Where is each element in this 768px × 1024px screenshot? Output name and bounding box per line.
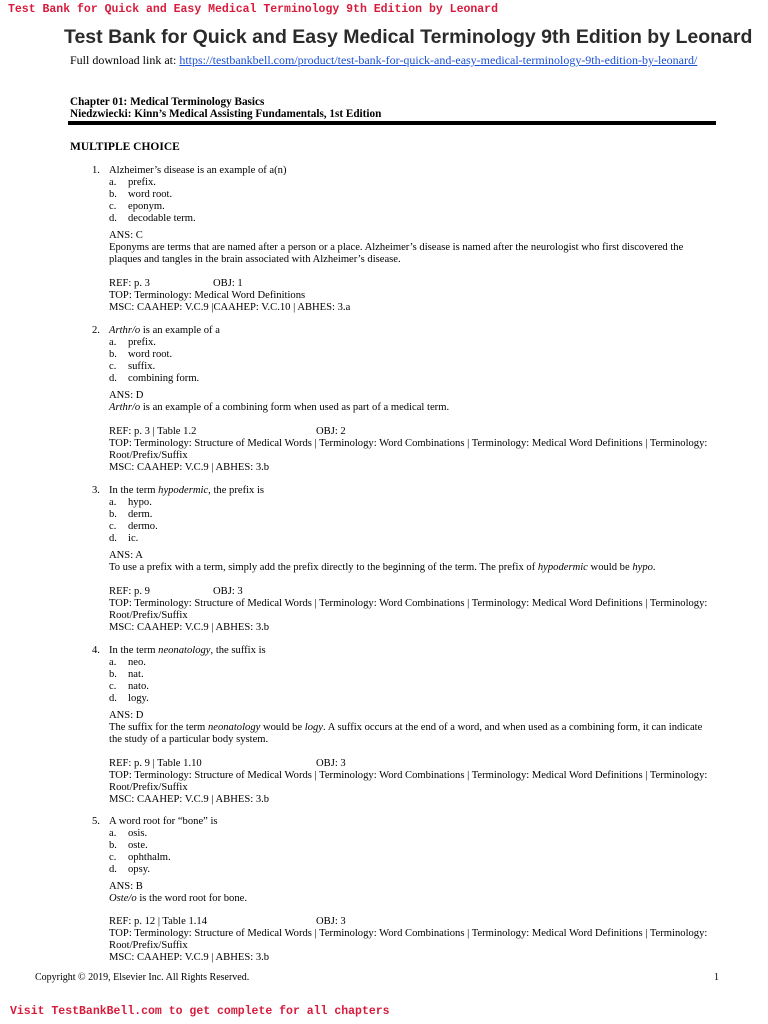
option-d: d. combining form. <box>109 373 200 384</box>
msc: MSC: CAAHEP: V.C.9 | ABHES: 3.b <box>109 952 270 963</box>
reference: REF: p. 3 | Table 1.2 <box>109 426 197 437</box>
rationale: Arthr/o is an example of a combining form when used as part of a medical term. <box>109 402 450 413</box>
option-b: b. derm. <box>109 509 153 520</box>
question-stem: Arthr/o is an example of a <box>109 325 220 336</box>
option-b: b. word root. <box>109 349 173 360</box>
question-number: 3. <box>92 485 100 496</box>
answer: ANS: D <box>109 390 144 401</box>
topic: TOP: Terminology: Medical Word Definitions <box>109 290 306 301</box>
objective: OBJ: 3 <box>316 758 346 769</box>
option-a: a. prefix. <box>109 337 156 348</box>
option-b: b. word root. <box>109 189 173 200</box>
msc: MSC: CAAHEP: V.C.9 | ABHES: 3.b <box>109 462 270 473</box>
rationale: Eponyms are terms that are named after a person or a place. Alzheimer’s disease is named after the neurologist who first discovered the plaques and tangles in the brain associated with Alzheimer’s disease. <box>109 242 684 265</box>
answer: ANS: B <box>109 881 143 892</box>
option-b: b. nat. <box>109 669 144 680</box>
bottom-banner: Visit TestBankBell.com to get complete for all chapters <box>10 1005 390 1018</box>
rationale: The suffix for the term neonatology would be logy. A suffix occurs at the end of a word, and when used as a combining form, it can indicate the study of a particular body system. <box>109 722 703 745</box>
download-link[interactable]: https://testbankbell.com/product/test-bank-for-quick-and-easy-medical-terminology-9th-edition-by-leonard/ <box>179 53 698 67</box>
section-heading: MULTIPLE CHOICE <box>70 141 180 153</box>
page-title: Test Bank for Quick and Easy Medical Terminology 9th Edition by Leonard <box>64 26 753 48</box>
reference: REF: p. 12 | Table 1.14 <box>109 916 207 927</box>
msc: MSC: CAAHEP: V.C.9 | ABHES: 3.b <box>109 794 270 805</box>
top-banner: Test Bank for Quick and Easy Medical Terminology 9th Edition by Leonard <box>8 3 498 16</box>
question-stem: Alzheimer’s disease is an example of a(n) <box>109 165 287 176</box>
objective: OBJ: 3 <box>213 586 243 597</box>
option-a: a. hypo. <box>109 497 152 508</box>
option-c: c. nato. <box>109 681 149 692</box>
objective: OBJ: 1 <box>213 278 243 289</box>
answer: ANS: D <box>109 710 144 721</box>
source-title: Niedzwiecki: Kinn’s Medical Assisting Fundamentals, 1st Edition <box>70 108 382 120</box>
copyright: Copyright © 2019, Elsevier Inc. All Rights Reserved. <box>35 972 250 983</box>
topic: TOP: Terminology: Structure of Medical Words | Terminology: Word Combinations | Terminology: Medical Word Definitions | Terminology: Root/Prefix/Suffix <box>109 598 708 621</box>
option-a: a. prefix. <box>109 177 156 188</box>
header-rule <box>68 121 716 125</box>
answer: ANS: A <box>109 550 143 561</box>
rationale: To use a prefix with a term, simply add the prefix directly to the beginning of the term. The prefix of hypodermic would be hypo. <box>109 562 656 573</box>
rationale: Oste/o is the word root for bone. <box>109 893 248 904</box>
msc: MSC: CAAHEP: V.C.9 |CAAHEP: V.C.10 | ABHES: 3.a <box>109 302 351 313</box>
question-number: 5. <box>92 816 100 827</box>
topic: TOP: Terminology: Structure of Medical Words | Terminology: Word Combinations | Terminology: Medical Word Definitions | Terminology: Root/Prefix/Suffix <box>109 928 708 951</box>
download-label: Full download link at: <box>70 53 180 67</box>
question-stem: A word root for “bone” is <box>109 816 218 827</box>
option-a: a. neo. <box>109 657 146 668</box>
reference: REF: p. 9 | Table 1.10 <box>109 758 202 769</box>
option-c: c. ophthalm. <box>109 852 171 863</box>
question-stem: In the term hypodermic, the prefix is <box>109 485 265 496</box>
page-number: 1 <box>714 972 719 983</box>
reference: REF: p. 9 <box>109 586 150 597</box>
option-c: c. suffix. <box>109 361 156 372</box>
option-a: a. osis. <box>109 828 148 839</box>
objective: OBJ: 2 <box>316 426 346 437</box>
question-number: 1. <box>92 165 100 176</box>
option-d: d. ic. <box>109 533 139 544</box>
option-d: d. opsy. <box>109 864 150 875</box>
option-d: d. logy. <box>109 693 149 704</box>
chapter-header <box>70 96 381 120</box>
option-c: c. eponym. <box>109 201 165 212</box>
option-b: b. oste. <box>109 840 148 851</box>
option-c: c. dermo. <box>109 521 158 532</box>
answer: ANS: C <box>109 230 143 241</box>
msc: MSC: CAAHEP: V.C.9 | ABHES: 3.b <box>109 622 270 633</box>
download-line <box>70 54 730 67</box>
reference: REF: p. 3 <box>109 278 150 289</box>
objective: OBJ: 3 <box>316 916 346 927</box>
topic: TOP: Terminology: Structure of Medical Words | Terminology: Word Combinations | Terminology: Medical Word Definitions | Terminology: Root/Prefix/Suffix <box>109 438 708 461</box>
chapter-title: Chapter 01: Medical Terminology Basics <box>70 96 265 108</box>
option-d: d. decodable term. <box>109 213 196 224</box>
question-stem: In the term neonatology, the suffix is <box>109 645 266 656</box>
topic: TOP: Terminology: Structure of Medical Words | Terminology: Word Combinations | Terminology: Medical Word Definitions | Terminology: Root/Prefix/Suffix <box>109 770 708 793</box>
question-number: 2. <box>92 325 100 336</box>
question-number: 4. <box>92 645 100 656</box>
